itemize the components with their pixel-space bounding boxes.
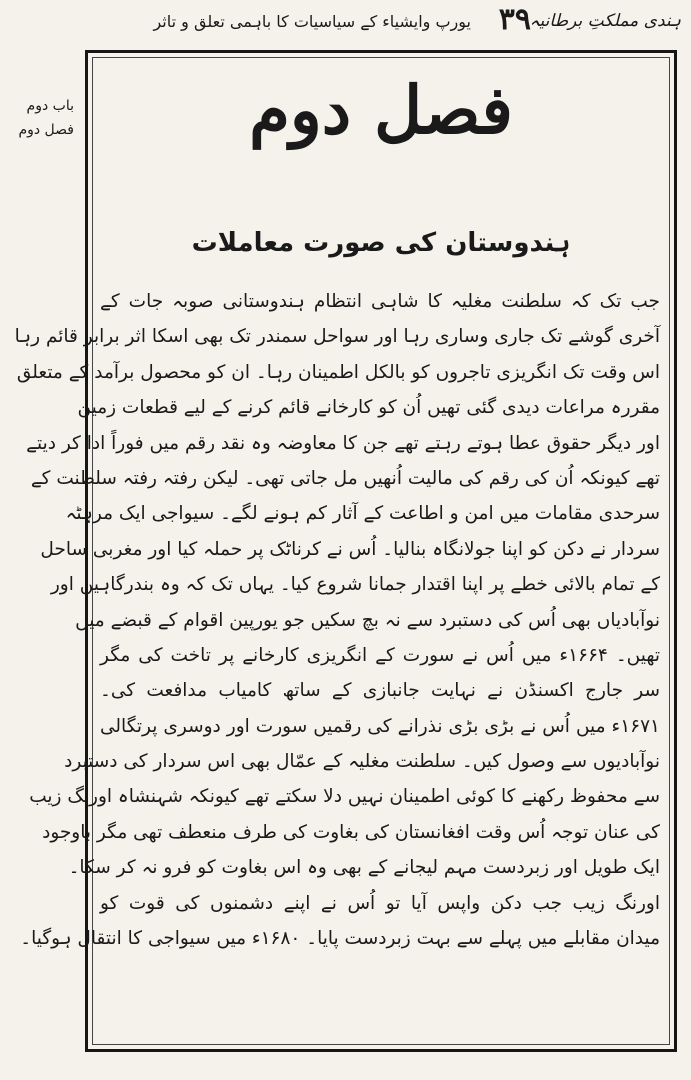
margin-note-section: فصل دوم — [18, 122, 74, 138]
text-line: سے محفوظ رکھنے کا کوئی اطمینان نہیں دلا سکتے تھے کیونکہ شہنشاہ اورنگ زیب — [29, 786, 660, 808]
text-line: نوآبادیاں بھی اُس کی دستبرد سے نہ بچ سکیں جو یورپین اقوام کے قبضے میں — [75, 609, 660, 631]
text-line: کی عنان توجہ اُس وقت افغانستان کی بغاوت کی طرف منعطف تھی مگر باوجود — [42, 821, 660, 843]
text-line: تھیں۔ ۱۶۶۴ء میں اُس نے سورت کے انگریزی کارخانے پر تاخت کی مگر — [100, 644, 661, 666]
running-header — [10, 4, 681, 38]
margin-note — [16, 94, 74, 142]
page-number: ۳۹ — [498, 2, 531, 37]
text-line: میدان مقابلے میں پہلے سے بہت زبردست پایا۔ ۱۶۸۰ء میں سیواجی کا انتقال ہوگیا۔ — [20, 928, 660, 950]
text-line: تھے کیونکہ اُن کی رقم کی مالیت اُنھیں مل جاتی تھی۔ لیکن رفتہ رفتہ سلطنت کے — [30, 467, 660, 489]
text-line: سردار نے دکن کو اپنا جولانگاہ بنالیا۔ اُس نے کرناٹک پر حملہ کیا اور مغربی ساحل — [40, 538, 660, 560]
text-line: نوآبادیوں سے وصول کیں۔ سلطنت مغلیہ کے عمّال بھی اس سردار کی دستبرد — [64, 751, 660, 773]
text-line: اورنگ زیب جب دکن واپس آیا تو اُس نے اپنے دشمنوں کی قوت کو — [100, 892, 660, 914]
text-line: ۱۶۷۱ء میں اُس نے بڑی بڑی نذرانے کی رقمیں سورت اور دوسری پرتگالی — [100, 715, 660, 737]
text-line: اس وقت تک انگریزی تاجروں کو بالکل اطمینان رہا۔ ان کو محصول برآمد کے متعلق — [16, 361, 660, 383]
book-title: ہندی مملکتِ برطانیہ — [529, 11, 681, 31]
running-chapter-title: یورپ وایشیاء کے سیاسیات کا باہمی تعلق و تاثر — [153, 12, 471, 31]
text-line: سر جارج اکسنڈن نے نہایت جانبازی کے ساتھ کامیاب مدافعت کی۔ — [100, 680, 660, 702]
text-line: جب تک کہ سلطنت مغلیہ کا شاہی انتظام ہندوستانی صوبہ جات کے — [100, 291, 660, 312]
text-line: سرحدی مقامات میں امن و اطاعت کے آثار کم ہونے لگے۔ سیواجی ایک مرہٹہ — [65, 503, 660, 525]
text-line: اور دیگر حقوق عطا ہوتے رہتے تھے جن کا معاوضہ وہ نقد رقم میں فوراً ادا کر دیتے — [26, 432, 660, 454]
text-line: آخری گوشے تک جاری وساری رہا اور سواحل سمندر تک بھی اسکا اثر برابر قائم رہا — [14, 326, 660, 348]
body-paragraph — [14, 284, 661, 956]
chapter-heading: فصل دوم — [249, 71, 513, 149]
text-line: مقررہ مراعات دیدی گئی تھیں اُن کو کارخانے قائم کرنے کے لیے قطعات زمین — [77, 397, 660, 419]
text-line: ایک طویل اور زبردست مہم لیجانے کے بھی وہ اس بغاوت کو فرو نہ کر سکا۔ — [68, 857, 660, 879]
margin-note-chapter: باب دوم — [26, 98, 74, 114]
section-subtitle: ہندوستان کی صورت معاملات — [191, 228, 571, 258]
text-line: کے تمام بالائی خطے پر اپنا اقتدار جمانا شروع کیا۔ یہاں تک کہ وہ بندرگاہیں اور — [50, 574, 660, 596]
